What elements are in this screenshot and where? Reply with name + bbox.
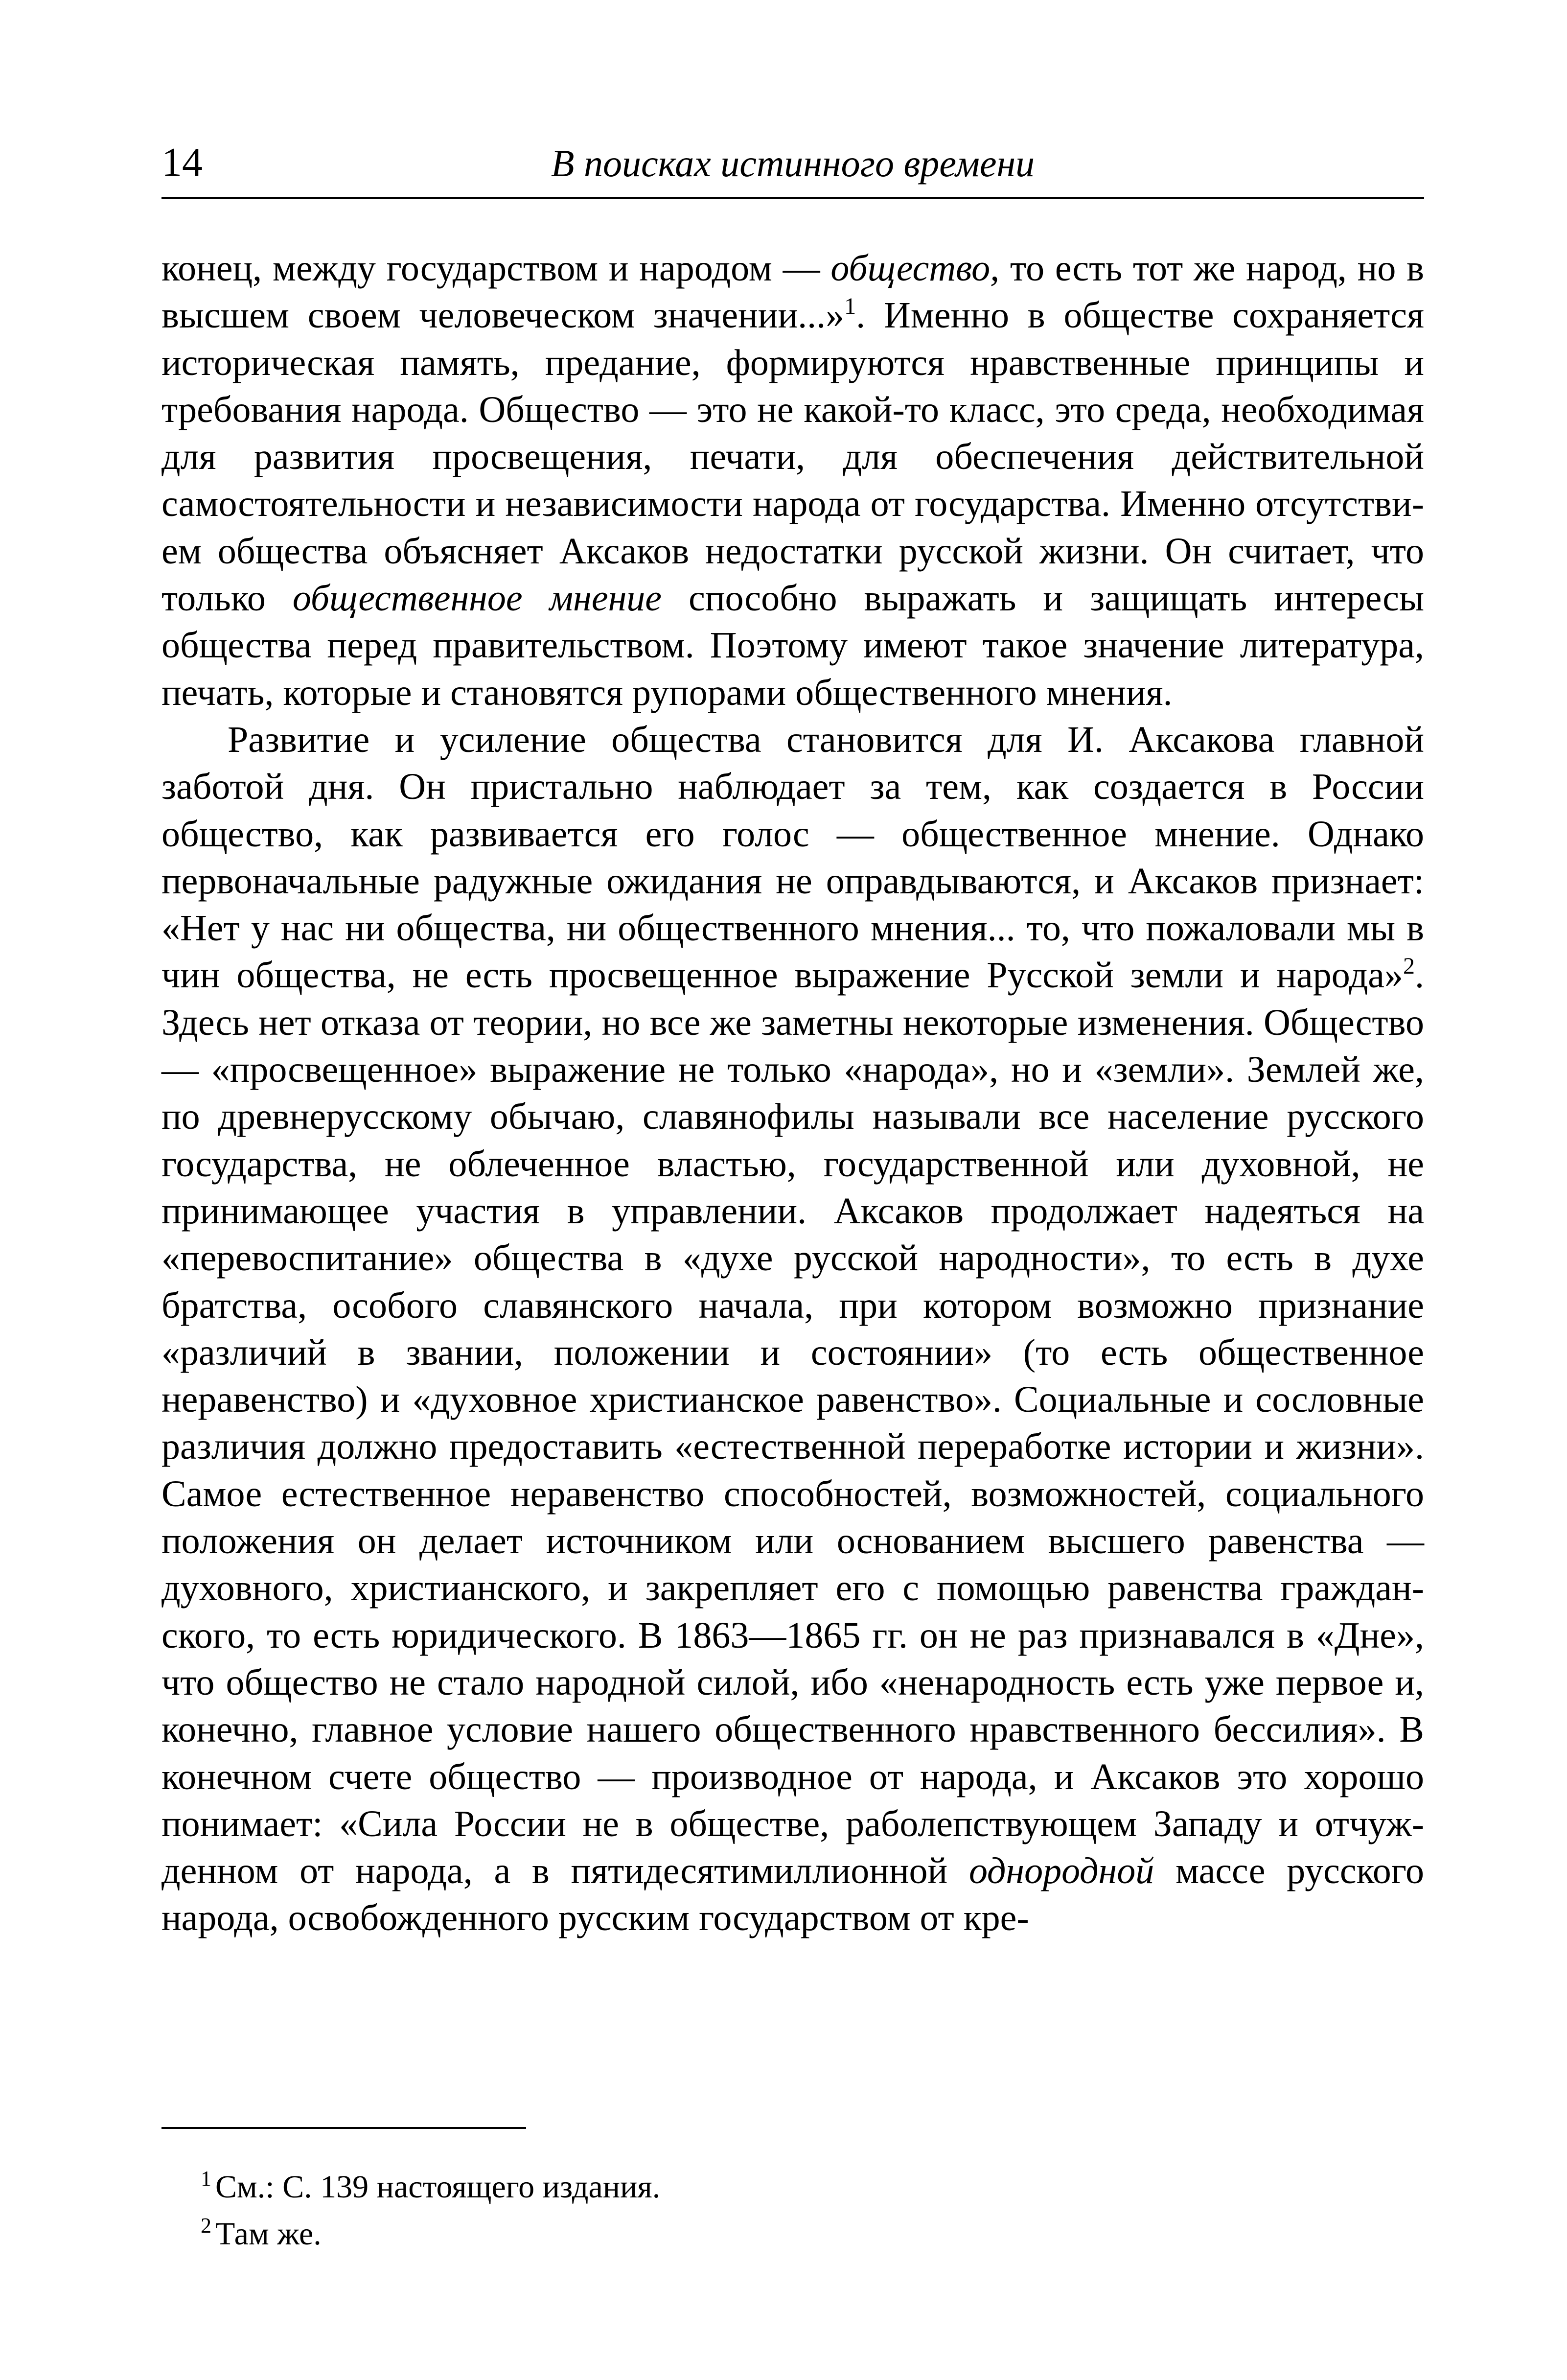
italic-term: общество,: [830, 248, 1000, 289]
italic-term: однородной: [968, 1850, 1154, 1892]
text-run: Развитие и усиление общества становится для И. Аксакова главной заботой дня. Он пристально наблюдает за тем, как создается в России общество, как развивается его голос — общественное мнение. Однако первоначальные радужные ожидания не оправдываются, и Аксаков признает: «Нет у нас ни общества, ни общественного мнения... то, что пожаловали мы в чин общества, не есть просвещенное выражение Русской земли и народа»: [161, 719, 1424, 996]
paragraph-continuation: [161, 245, 1424, 716]
running-header: [161, 128, 1424, 199]
footnote-mark: 2: [201, 2214, 211, 2238]
italic-term: общественное мнение: [292, 578, 662, 619]
text-run: способно выражать и защищать интересы общества перед правительством. Поэтому имеют такое значение литература, печать, которые и становятся рупорами общественного мнения.: [161, 578, 1425, 713]
running-title: В поисках истинного времени: [551, 142, 1035, 185]
text-run: массе русского народа, освобожденного русским государством от кре-: [161, 1850, 1424, 1939]
footnotes: [201, 2164, 1375, 2258]
footnote-2: [201, 2211, 1375, 2258]
main-text: [161, 245, 1424, 1942]
paragraph: [161, 716, 1424, 1942]
text-run: то есть тот же народ, но в высшем своем человеческом значении...»: [161, 248, 1424, 336]
text-run: . Именно в обществе сохраняется историческая память, предание, формируются нравственные принципы и требования народа. Общество — это не какой-то класс, это среда, необходимая для развития просвещения, печати, для обеспечения действительной самостоятельности и независимости народа от государства. Именно отсутствием общества объясняет Аксаков недостатки русской жизни. Он считает, что только: [161, 295, 1425, 619]
footnote-ref-2: 2: [1403, 953, 1415, 980]
footnote-text: См.: С. 139 настоящего издания.: [215, 2169, 661, 2205]
text-run: . Здесь нет отказа от теории, но все же заметны некоторые изменения. Общество — «просвещенное» выражение не только «народа», но и «земли». Землей же, по древнерусскому обычаю, славянофилы называли все население русского государства, не облеченное властью, государственной или духовной, не принимающее участия в управлении. Аксаков продолжает надеяться на «перевоспитание» общества в «духе русской народности», то есть в духе братства, особого славянского начала, при котором возможно признание «различий в звании, положении и состоянии» (то есть общественное неравенство) и «духовное христианское равенство». Социальные и сословные различия должно предоставить «естественной переработке истории и жизни». Самое естественное неравенство способностей, возможностей, социального положения он делает источником или основанием высшего равенства — духовного, христианского, и закрепляет его с помощью равенства гражданского, то есть юридического. В 1863—1865 гг. он не раз признавался в «Дне», что общество не стало народной силой, ибо «ненародность есть уже первое и, конечно, главное условие нашего общественного нравственного бессилия». В конечном счете общество — производное от народа, и Аксаков это хорошо понимает: «Сила России не в обществе, раболепствующем Западу и отчужденном от народа, а в пятидесятимиллионной: [161, 955, 1424, 1892]
footnote-mark: 1: [201, 2167, 211, 2191]
page-number: 14: [161, 140, 203, 185]
footnote-1: [201, 2164, 1375, 2211]
text-run: конец, между государством и народом —: [161, 248, 831, 289]
footnote-ref-1: 1: [844, 293, 856, 320]
footnote-separator: [161, 2127, 526, 2129]
footnote-text: Там же.: [215, 2216, 322, 2252]
